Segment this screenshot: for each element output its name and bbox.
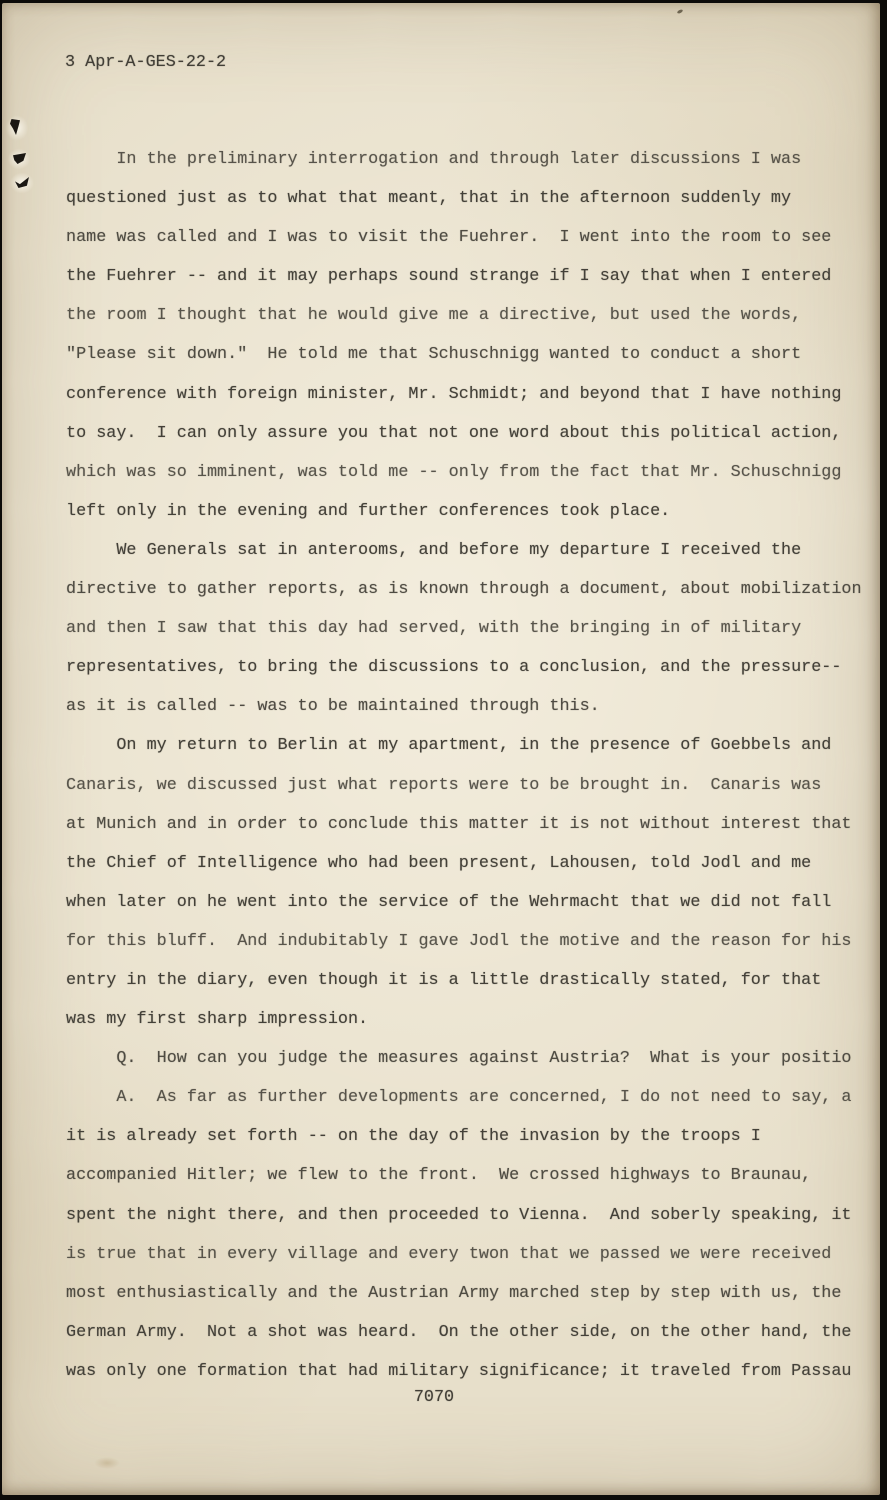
typewritten-line: Canaris, we discussed just what reports were to be brought in. Canaris was [66, 775, 822, 795]
page-number: 7070 [413, 1388, 455, 1407]
typewritten-line: "Please sit down." He told me that Schuschnigg wanted to conduct a short [66, 345, 802, 365]
typewritten-line: for this bluff. And indubitably I gave Jodl the motive and the reason for his [66, 931, 852, 951]
typewritten-line: representatives, to bring the discussions to a conclusion, and the pressure-- [66, 658, 842, 678]
typewritten-line: German Army. Not a shot was heard. On the other side, on the other hand, the [66, 1322, 852, 1342]
typewritten-line: the Fuehrer -- and it may perhaps sound strange if I say that when I entered [66, 267, 832, 287]
typewritten-line: was my first sharp impression. [66, 1010, 369, 1030]
typewritten-line: and then I saw that this day had served, with the bringing in of military [66, 619, 802, 639]
typewritten-line: questioned just as to what that meant, that in the afternoon suddenly my [66, 189, 792, 209]
document-body [66, 140, 876, 1391]
typewritten-line: name was called and I was to visit the Fuehrer. I went into the room to see [66, 228, 832, 248]
typewritten-line: which was so imminent, was told me -- only from the fact that Mr. Schuschnigg [66, 462, 842, 482]
typewritten-line: We Generals sat in anterooms, and before my departure I received the [66, 540, 802, 560]
typewritten-line: directive to gather reports, as is known through a document, about mobilization [66, 580, 862, 600]
typewritten-line: On my return to Berlin at my apartment, in the presence of Goebbels and [66, 736, 832, 756]
paper-speck [677, 9, 684, 14]
typewritten-line: is true that in every village and every twon that we passed we were received [66, 1244, 832, 1264]
typewritten-line: In the preliminary interrogation and through later discussions I was [66, 150, 802, 169]
typewritten-line: it is already set forth -- on the day of the invasion by the troops I [66, 1127, 761, 1147]
typewritten-line: conference with foreign minister, Mr. Schmidt; and beyond that I have nothing [66, 384, 842, 404]
typewritten-line: the room I thought that he would give me a directive, but used the words, [66, 306, 802, 326]
paper-stain [90, 1455, 124, 1471]
typewritten-line: spent the night there, and then proceeded to Vienna. And soberly speaking, it [66, 1205, 852, 1225]
typewritten-line: was only one formation that had military significance; it traveled from Passau [66, 1361, 852, 1381]
typewritten-line: most enthusiastically and the Austrian Army marched step by step with us, the [66, 1283, 842, 1303]
typewritten-line: accompanied Hitler; we flew to the front. We crossed highways to Braunau, [66, 1166, 812, 1186]
typewritten-line: A. As far as further developments are concerned, I do not need to say, a [66, 1088, 852, 1108]
typewritten-line: as it is called -- was to be maintained through this. [66, 697, 600, 717]
typewritten-line: to say. I can only assure you that not one word about this political action, [66, 423, 842, 443]
typewritten-line: left only in the evening and further conferences took place. [66, 501, 671, 521]
typewritten-line: when later on he went into the service of the Wehrmacht that we did not fall [66, 892, 832, 912]
typewritten-line: at Munich and in order to conclude this matter it is not without interest that [66, 814, 852, 834]
paper-sheet [2, 3, 880, 1495]
typewritten-line: the Chief of Intelligence who had been present, Lahousen, told Jodl and me [66, 853, 812, 873]
typewritten-line: entry in the diary, even though it is a little drastically stated, for that [66, 970, 822, 990]
document-header: 3 Apr-A-GES-22-2 [65, 53, 227, 72]
typewritten-line: Q. How can you judge the measures against Austria? What is your positio [66, 1049, 852, 1069]
